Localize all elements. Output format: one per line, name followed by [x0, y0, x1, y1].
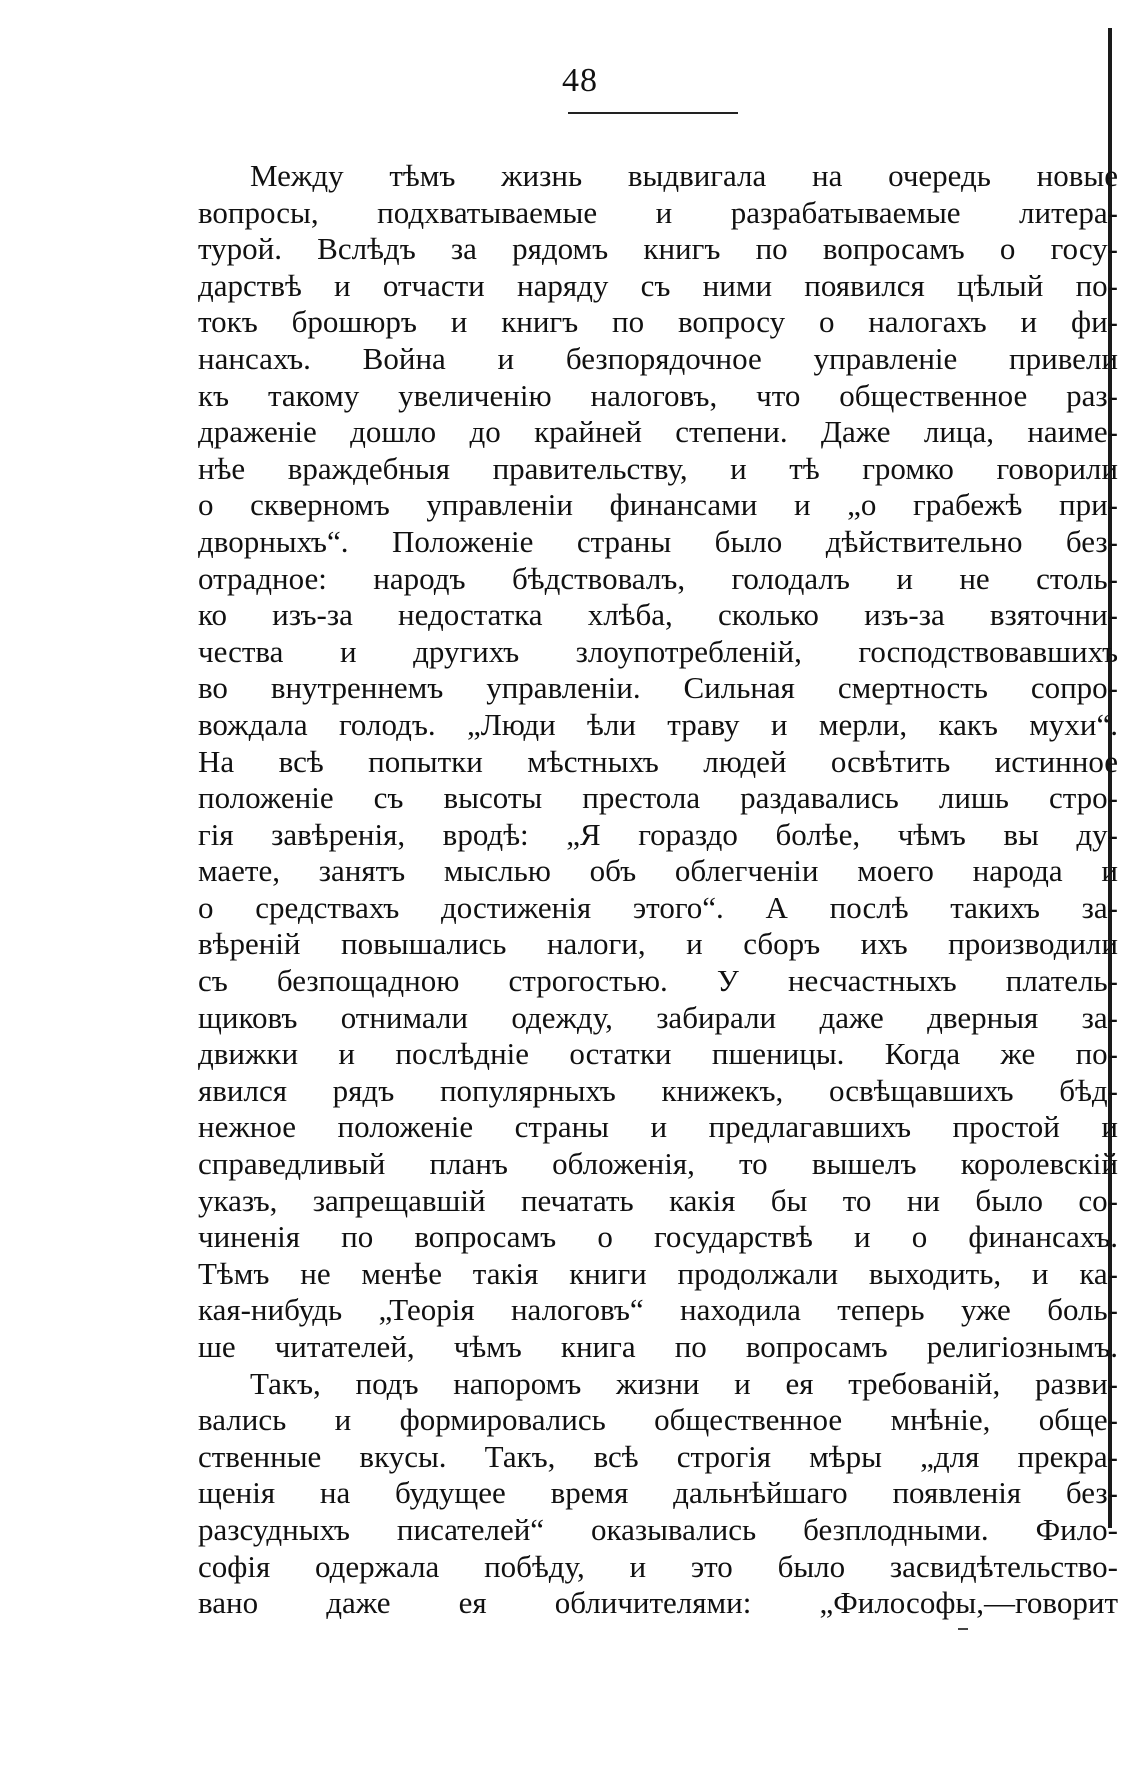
text-line: маете, занятъ мыслью объ облегченіи моего народа и: [198, 853, 1118, 889]
text-line: дарствѣ и отчасти наряду съ ними появился цѣлый по-: [198, 267, 1118, 303]
text-line: ко изъ-за недостатка хлѣба, сколько изъ-за взяточни-: [198, 597, 1118, 633]
text-line: о средствахъ достиженія этого“. А послѣ такихъ за-: [198, 889, 1118, 925]
text-line: нансахъ. Война и безпорядочное управленіе привели: [198, 340, 1118, 376]
text-line: щенія на будущее время дальнѣйшаго появленія без-: [198, 1475, 1118, 1511]
text-line: во внутреннемъ управленіи. Сильная смертность сопро-: [198, 670, 1118, 706]
text-line: вано даже ея обличителями: „Философы,—говорит: [198, 1585, 1118, 1621]
text-line: вались и формировались общественное мнѣніе, обще-: [198, 1402, 1118, 1438]
text-line: нежное положеніе страны и предлагавшихъ простой и: [198, 1109, 1118, 1145]
print-speck: [958, 1628, 968, 1630]
text-line: указъ, запрещавшій печатать какія бы то ни было со-: [198, 1182, 1118, 1218]
page-number-rule: [568, 112, 738, 114]
text-line: вопросы, подхватываемые и разрабатываемые литера-: [198, 194, 1118, 230]
text-line: щиковъ отнимали одежду, забирали даже дверныя за-: [198, 999, 1118, 1035]
text-line: Тѣмъ не менѣе такія книги продолжали выходить, и ка-: [198, 1255, 1118, 1291]
text-line: отрадное: народъ бѣдствовалъ, голодалъ и не столь-: [198, 560, 1118, 596]
text-line: съ безпощадною строгостью. У несчастныхъ платель-: [198, 963, 1118, 999]
text-line: вѣреній повышались налоги, и сборъ ихъ производили: [198, 926, 1118, 962]
text-line: Между тѣмъ жизнь выдвигала на очередь новые: [250, 158, 1118, 193]
text-line: разсудныхъ писателей“ оказывались безплодными. Фило-: [198, 1511, 1118, 1547]
text-line: кая-нибудь „Теорія налоговъ“ находила теперь уже боль-: [198, 1292, 1118, 1328]
text-line: ше читателей, чѣмъ книга по вопросамъ религіознымъ.: [198, 1329, 1118, 1364]
text-line: На всѣ попытки мѣстныхъ людей освѣтить истинное: [198, 743, 1118, 779]
page-number: 48: [562, 62, 598, 99]
text-line: софія одержала побѣду, и это было засвидѣтельство-: [198, 1548, 1118, 1584]
text-line: гія завѣренія, вродѣ: „Я гораздо болѣе, чѣмъ вы ду-: [198, 816, 1118, 852]
text-line: чества и другихъ злоупотребленій, господствовавшихъ: [198, 633, 1118, 669]
text-line: явился рядъ популярныхъ книжекъ, освѣщавшихъ бѣд-: [198, 1072, 1118, 1108]
body-text: [198, 158, 1118, 1622]
text-line: турой. Вслѣдъ за рядомъ книгъ по вопросамъ о госу-: [198, 231, 1118, 267]
text-line: ственные вкусы. Такъ, всѣ строгія мѣры „для прекра-: [198, 1438, 1118, 1474]
text-line: дворныхъ“. Положеніе страны было дѣйствительно без-: [198, 523, 1118, 559]
text-line: Такъ, подъ напоромъ жизни и ея требованій, разви-: [250, 1365, 1118, 1401]
text-line: движки и послѣдніе остатки пшеницы. Когда же по-: [198, 1036, 1118, 1072]
text-line: вождала голодъ. „Люди ѣли траву и мерли, какъ мухи“.: [198, 706, 1118, 742]
text-line: токъ брошюръ и книгъ по вопросу о налогахъ и фи-: [198, 304, 1118, 340]
text-line: чиненія по вопросамъ о государствѣ и о финансахъ.: [198, 1219, 1118, 1255]
text-line: о скверномъ управленіи финансами и „о грабежѣ при-: [198, 487, 1118, 523]
text-line: къ такому увеличенію налоговъ, что общественное раз-: [198, 377, 1118, 413]
text-line: положеніе съ высоты престола раздавались лишь стро-: [198, 780, 1118, 816]
text-line: драженіе дошло до крайней степени. Даже лица, наиме-: [198, 414, 1118, 450]
text-line: нѣе враждебныя правительству, и тѣ громко говорили: [198, 450, 1118, 486]
text-line: справедливый планъ обложенія, то вышелъ королевскій: [198, 1146, 1118, 1182]
